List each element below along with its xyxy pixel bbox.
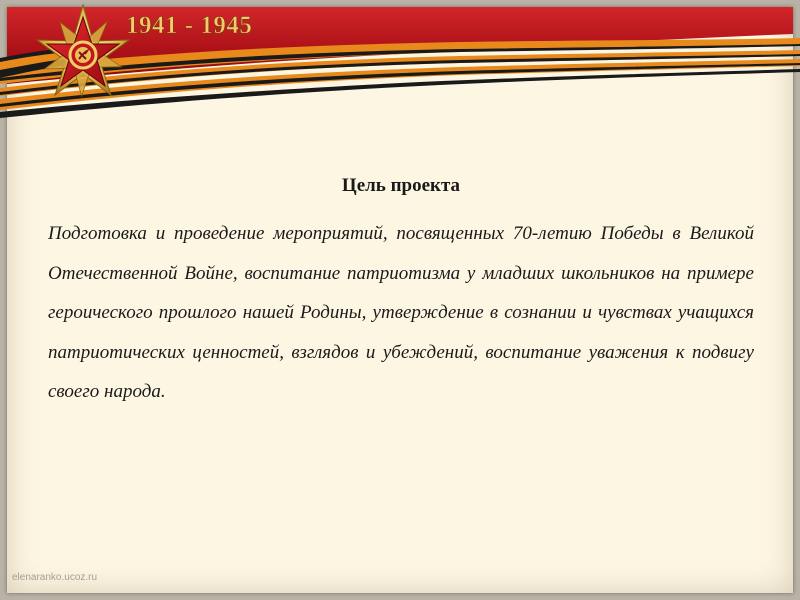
years-title: 1941 - 1945 xyxy=(126,12,253,39)
body-paragraph: Подготовка и проведение мероприятий, посвященных 70-летию Победы в Великой Отечественной Войне, воспитание патриотизма у младших школьников на примере героического прошлого нашей Родины, утверждение в сознании и чувствах учащихся патриотических ценностей, взглядов и убеждений, воспитание уважения к подвигу своего народа. xyxy=(48,223,754,402)
slide-title: Цель проекта xyxy=(341,175,461,196)
footer-source: elenaranko.ucoz.ru xyxy=(12,572,98,583)
main-content xyxy=(48,172,754,412)
victory-banner xyxy=(0,0,800,135)
